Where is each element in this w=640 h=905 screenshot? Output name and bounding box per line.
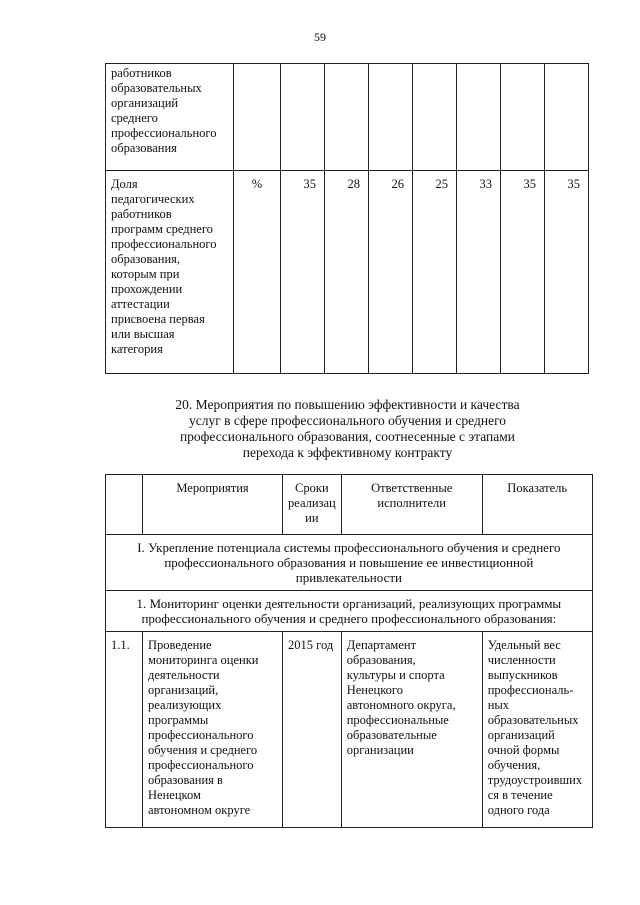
column-header: Ответственные исполнители xyxy=(341,475,482,535)
value-cell: 35 xyxy=(501,171,545,374)
value-cell: 33 xyxy=(457,171,501,374)
section-heading: 20. Мероприятия по повышению эффективности и качества услуг в сфере профессионального обучения и среднего профессионального образования, соотнесенные с этапами перехода к эффективному контракту xyxy=(175,397,520,460)
value-cell: 35 xyxy=(545,171,589,374)
value-cell xyxy=(501,64,545,171)
value-cell xyxy=(281,64,325,171)
section-title: I. Укрепление потенциала системы профессионального обучения и среднего профессионального образования и повышение ее инвестиционной привлекательности xyxy=(106,535,593,591)
value-cell xyxy=(457,64,501,171)
subsection-row xyxy=(106,591,593,632)
column-header: Сроки реализац ии xyxy=(283,475,342,535)
table-row xyxy=(106,632,593,828)
row-number: 1.1. xyxy=(106,632,143,828)
table-row xyxy=(106,171,589,374)
responsible-cell: Департамент образования, культуры и спорта Ненецкого автономного округа, профессиональные образовательные организации xyxy=(341,632,482,828)
indicator-cell: Удельный вес численности выпускников профессиональ- ных образовательных организаций очной формы обучения, трудоустроивших ся в течение одного года xyxy=(482,632,592,828)
table-header-row xyxy=(106,475,593,535)
table-row xyxy=(106,64,589,171)
row-label: Доля педагогических работников программ среднего профессионального образования, которым при прохождении аттестации присвоена первая или высшая категория xyxy=(106,171,234,374)
section-row xyxy=(106,535,593,591)
value-cell xyxy=(545,64,589,171)
term-cell: 2015 год xyxy=(283,632,342,828)
indicator-table xyxy=(105,63,589,374)
value-cell xyxy=(413,64,457,171)
value-cell: 25 xyxy=(413,171,457,374)
value-cell xyxy=(369,64,413,171)
unit-cell xyxy=(234,64,281,171)
unit-cell: % xyxy=(234,171,281,374)
value-cell xyxy=(325,64,369,171)
column-header: Мероприятия xyxy=(143,475,283,535)
value-cell: 28 xyxy=(325,171,369,374)
measures-table xyxy=(105,474,593,828)
subsection-title: 1. Мониторинг оценки деятельности организаций, реализующих программы профессионального обучения и среднего профессионального образования: xyxy=(106,591,593,632)
row-label: работников образовательных организаций среднего профессионального образования xyxy=(106,64,234,171)
value-cell: 26 xyxy=(369,171,413,374)
activity-cell: Проведение мониторинга оценки деятельности организаций, реализующих программы профессионального обучения и среднего профессионального образования в Ненецком автономном округе xyxy=(143,632,283,828)
column-header xyxy=(106,475,143,535)
column-header: Показатель xyxy=(482,475,592,535)
value-cell: 35 xyxy=(281,171,325,374)
page-number: 59 xyxy=(314,30,326,44)
